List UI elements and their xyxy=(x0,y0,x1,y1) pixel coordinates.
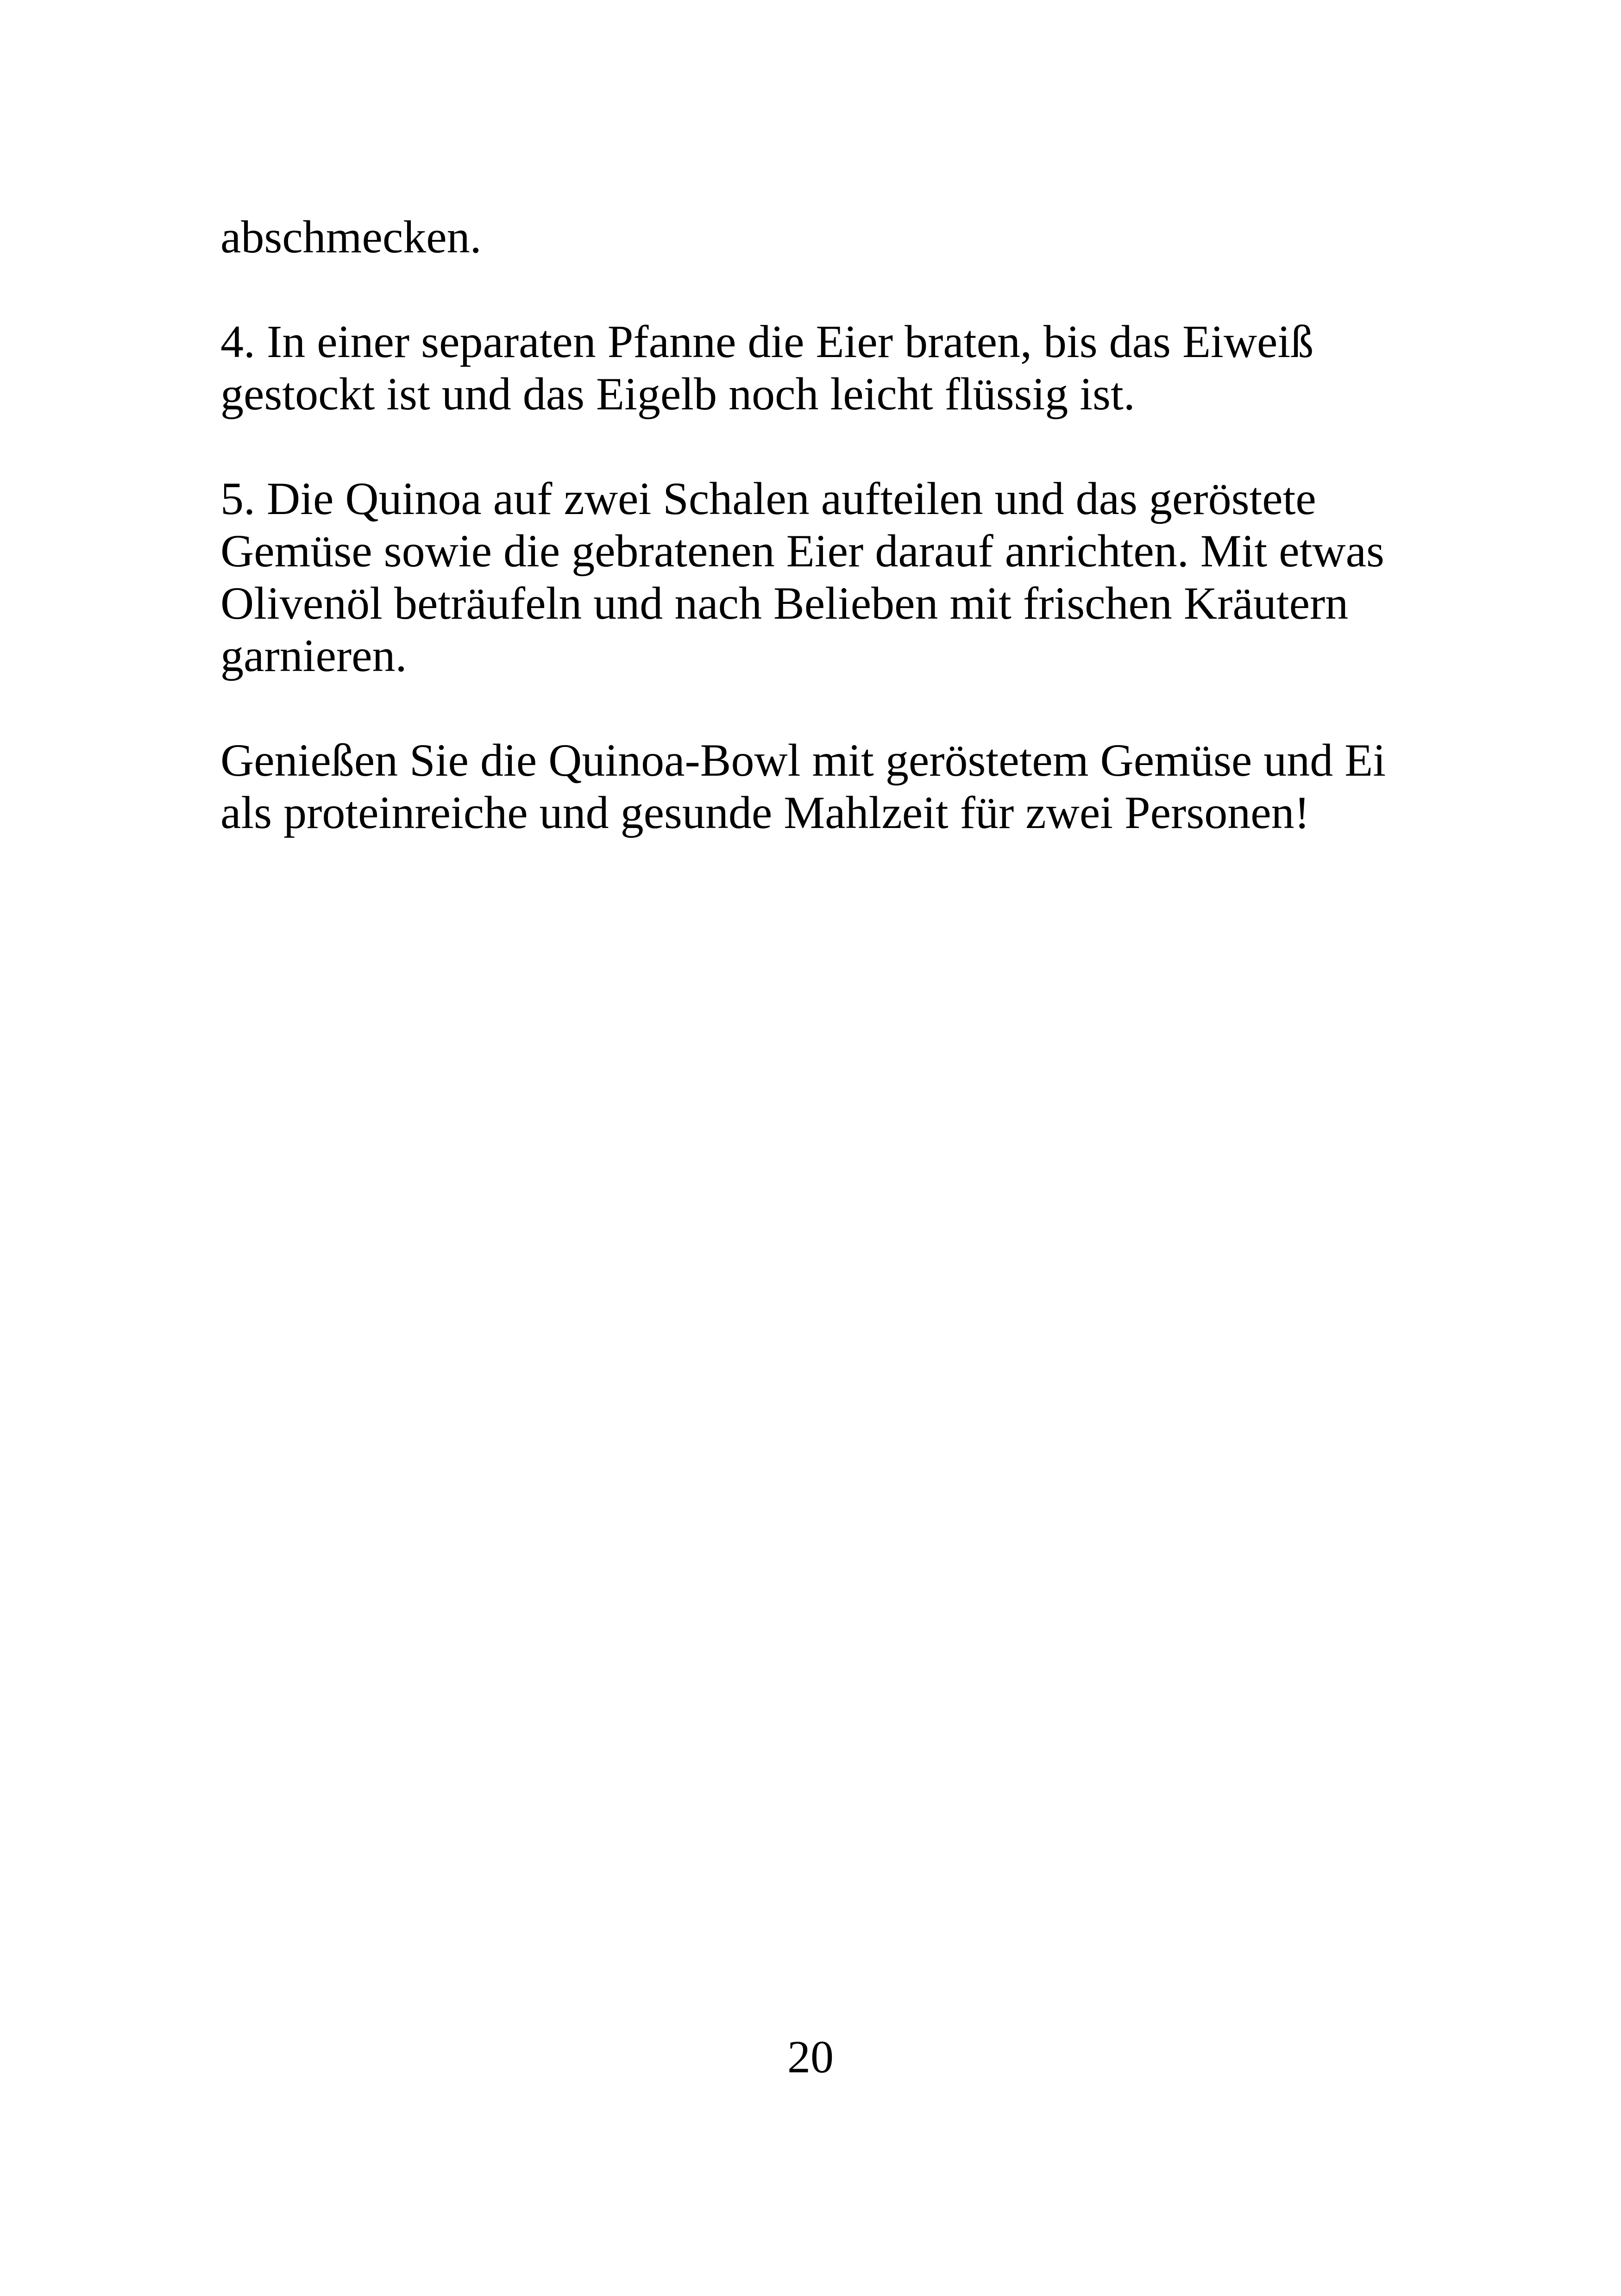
paragraph-step-4: 4. In einer separaten Pfanne die Eier braten, bis das Eiweiß gestockt ist und das Eigelb noch leicht flüssig ist. xyxy=(220,316,1314,420)
paragraph-closing: Genießen Sie die Quinoa-Bowl mit geröstetem Gemüse und Ei als proteinreiche und gesunde Mahlzeit für zwei Personen! xyxy=(220,734,1386,838)
paragraph-step-5: 5. Die Quinoa auf zwei Schalen aufteilen und das geröstete Gemüse sowie die gebratenen Eier darauf anrichten. Mit etwas Olivenöl beträufeln und nach Belieben mit frischen Kräutern garnieren. xyxy=(220,473,1384,681)
paragraph-continuation: abschmecken. xyxy=(220,211,482,263)
page-number: 20 xyxy=(787,2031,834,2083)
body-text xyxy=(220,211,1434,891)
